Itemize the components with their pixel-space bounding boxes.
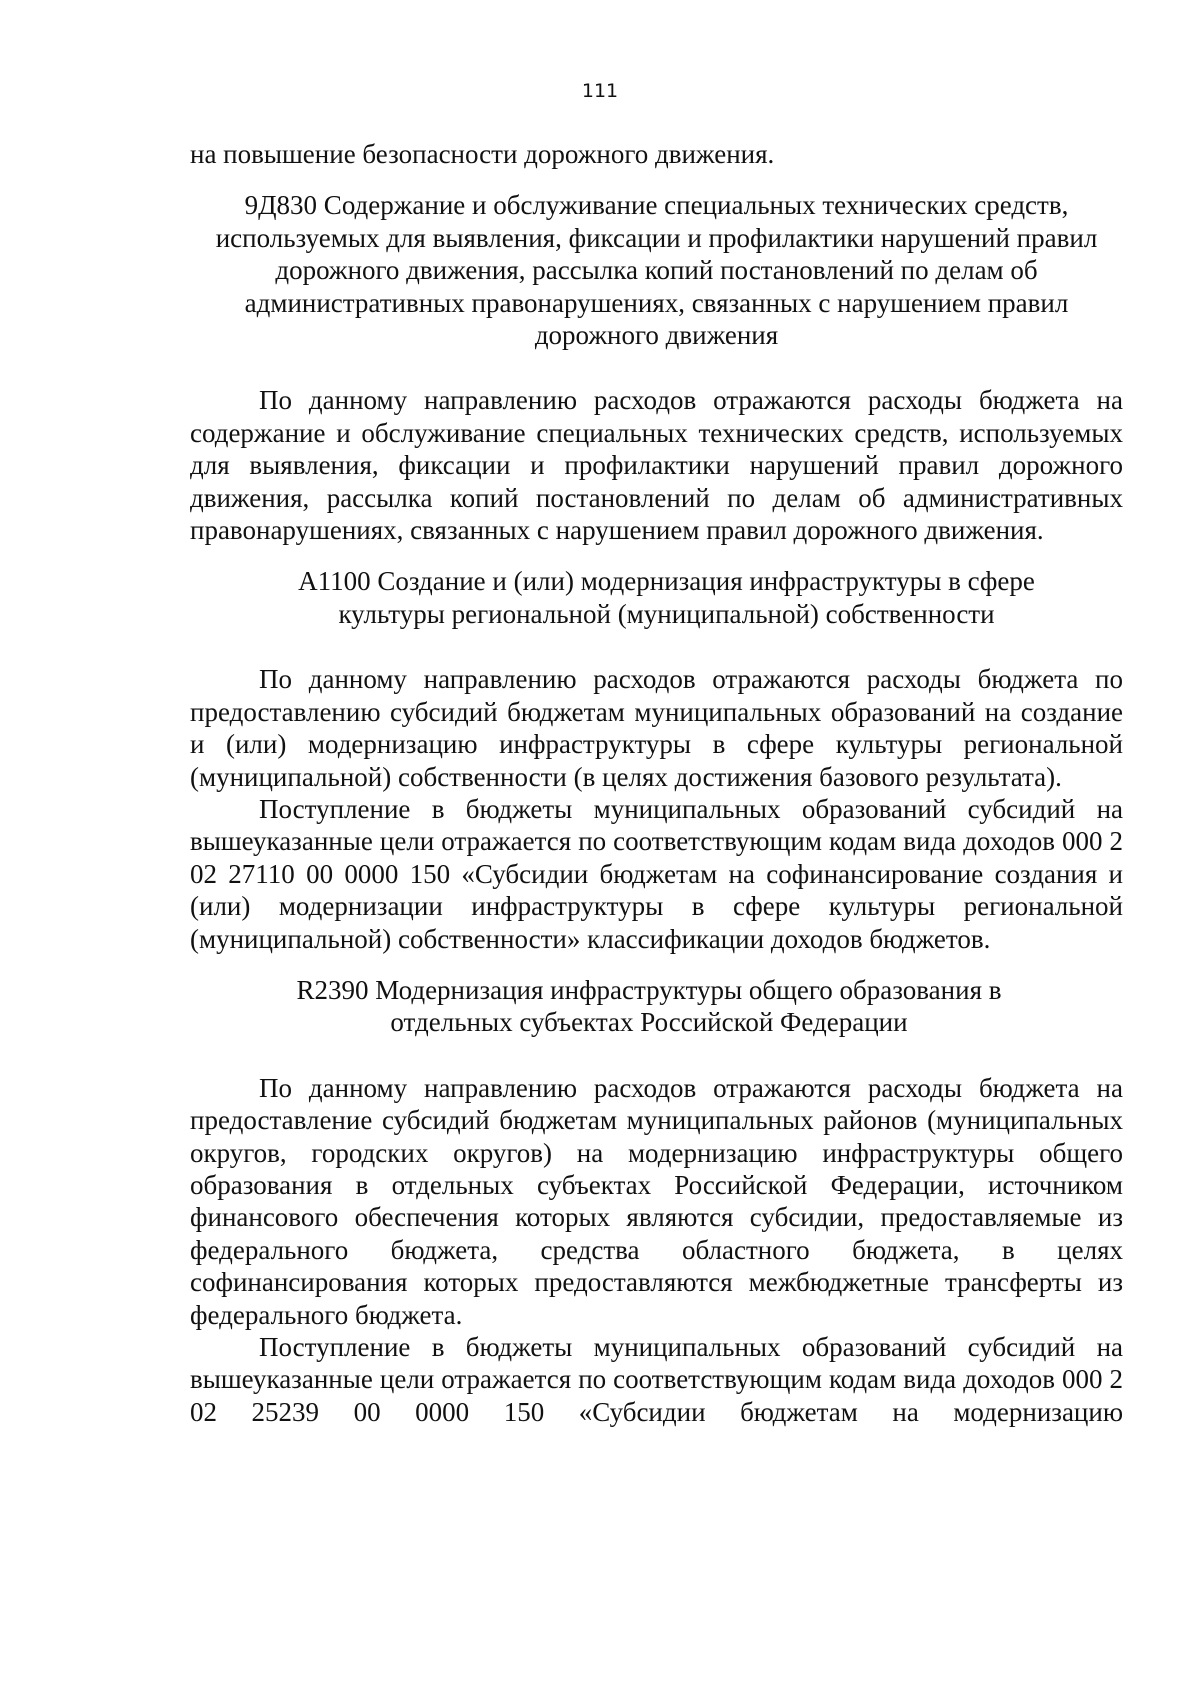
heading-line: используемых для выявления, фиксации и профилактики нарушений правил — [215, 222, 1098, 253]
heading-line: культуры региональной (муниципальной) собственности — [338, 598, 995, 629]
heading-line: дорожного движения — [534, 320, 779, 351]
heading-line: дорожного движения, рассылка копий постановлений по делам об — [275, 255, 1038, 286]
paragraph-9d830: По данному направлению расходов отражаются расходы бюджета на содержание и обслуживание специальных технических средств, используемых для выявления, фиксации и профилактики нарушений правил дорожного движения, рассылка копий постановлений по делам об административных правонарушениях, связанных с нарушением правил дорожного движения. — [190, 385, 1123, 546]
heading-line: отдельных субъектах Российской Федерации — [390, 1007, 908, 1038]
document-body — [190, 138, 1123, 1428]
heading-line: R2390 Модернизация инфраструктуры общего образования в — [296, 974, 1002, 1005]
section-heading-9d830 — [190, 189, 1123, 351]
heading-line: 9Д830 Содержание и обслуживание специальных технических средств, — [244, 190, 1069, 221]
paragraph-r2390-1: По данному направлению расходов отражаются расходы бюджета на предоставление субсидий бюджетам муниципальных районов (муниципальных округов, городских округов) на модернизацию инфраструктуры общего образования в отдельных субъектах Российской Федерации, источником финансового обеспечения которых являются субсидии, предоставляемые из федерального бюджета, средства областного бюджета, в целях софинансирования которых предоставляются межбюджетные трансферты из федерального бюджета. — [190, 1072, 1123, 1330]
intro-paragraph: на повышение безопасности дорожного движения. — [190, 139, 775, 169]
paragraph-a1100-2: Поступление в бюджеты муниципальных образований субсидий на вышеуказанные цели отражается по соответствующим кодам вида доходов 000 2 02 27110 00 0000 150 «Субсидии бюджетам на софинансирование создания и (или) модернизации инфраструктуры в сфере культуры региональной (муниципальной) собственности» классификации доходов бюджетов. — [190, 793, 1123, 954]
heading-line: административных правонарушениях, связанных с нарушением правил — [244, 287, 1069, 318]
heading-line: А1100 Создание и (или) модернизация инфраструктуры в сфере — [298, 566, 1035, 597]
section-heading-a1100 — [245, 565, 1088, 630]
page-number: 111 — [581, 80, 619, 102]
section-heading-r2390 — [220, 974, 1078, 1039]
paragraph-a1100-1: По данному направлению расходов отражаются расходы бюджета по предоставлению субсидий бюджетам муниципальных образований на создание и (или) модернизацию инфраструктуры в сфере культуры региональной (муниципальной) собственности (в целях достижения базового результата). — [190, 664, 1123, 792]
paragraph-r2390-2: Поступление в бюджеты муниципальных образований субсидий на вышеуказанные цели отражается по соответствующим кодам вида доходов 000 2 02 25239 00 0000 150 «Субсидии бюджетам на модернизацию — [190, 1332, 1123, 1427]
